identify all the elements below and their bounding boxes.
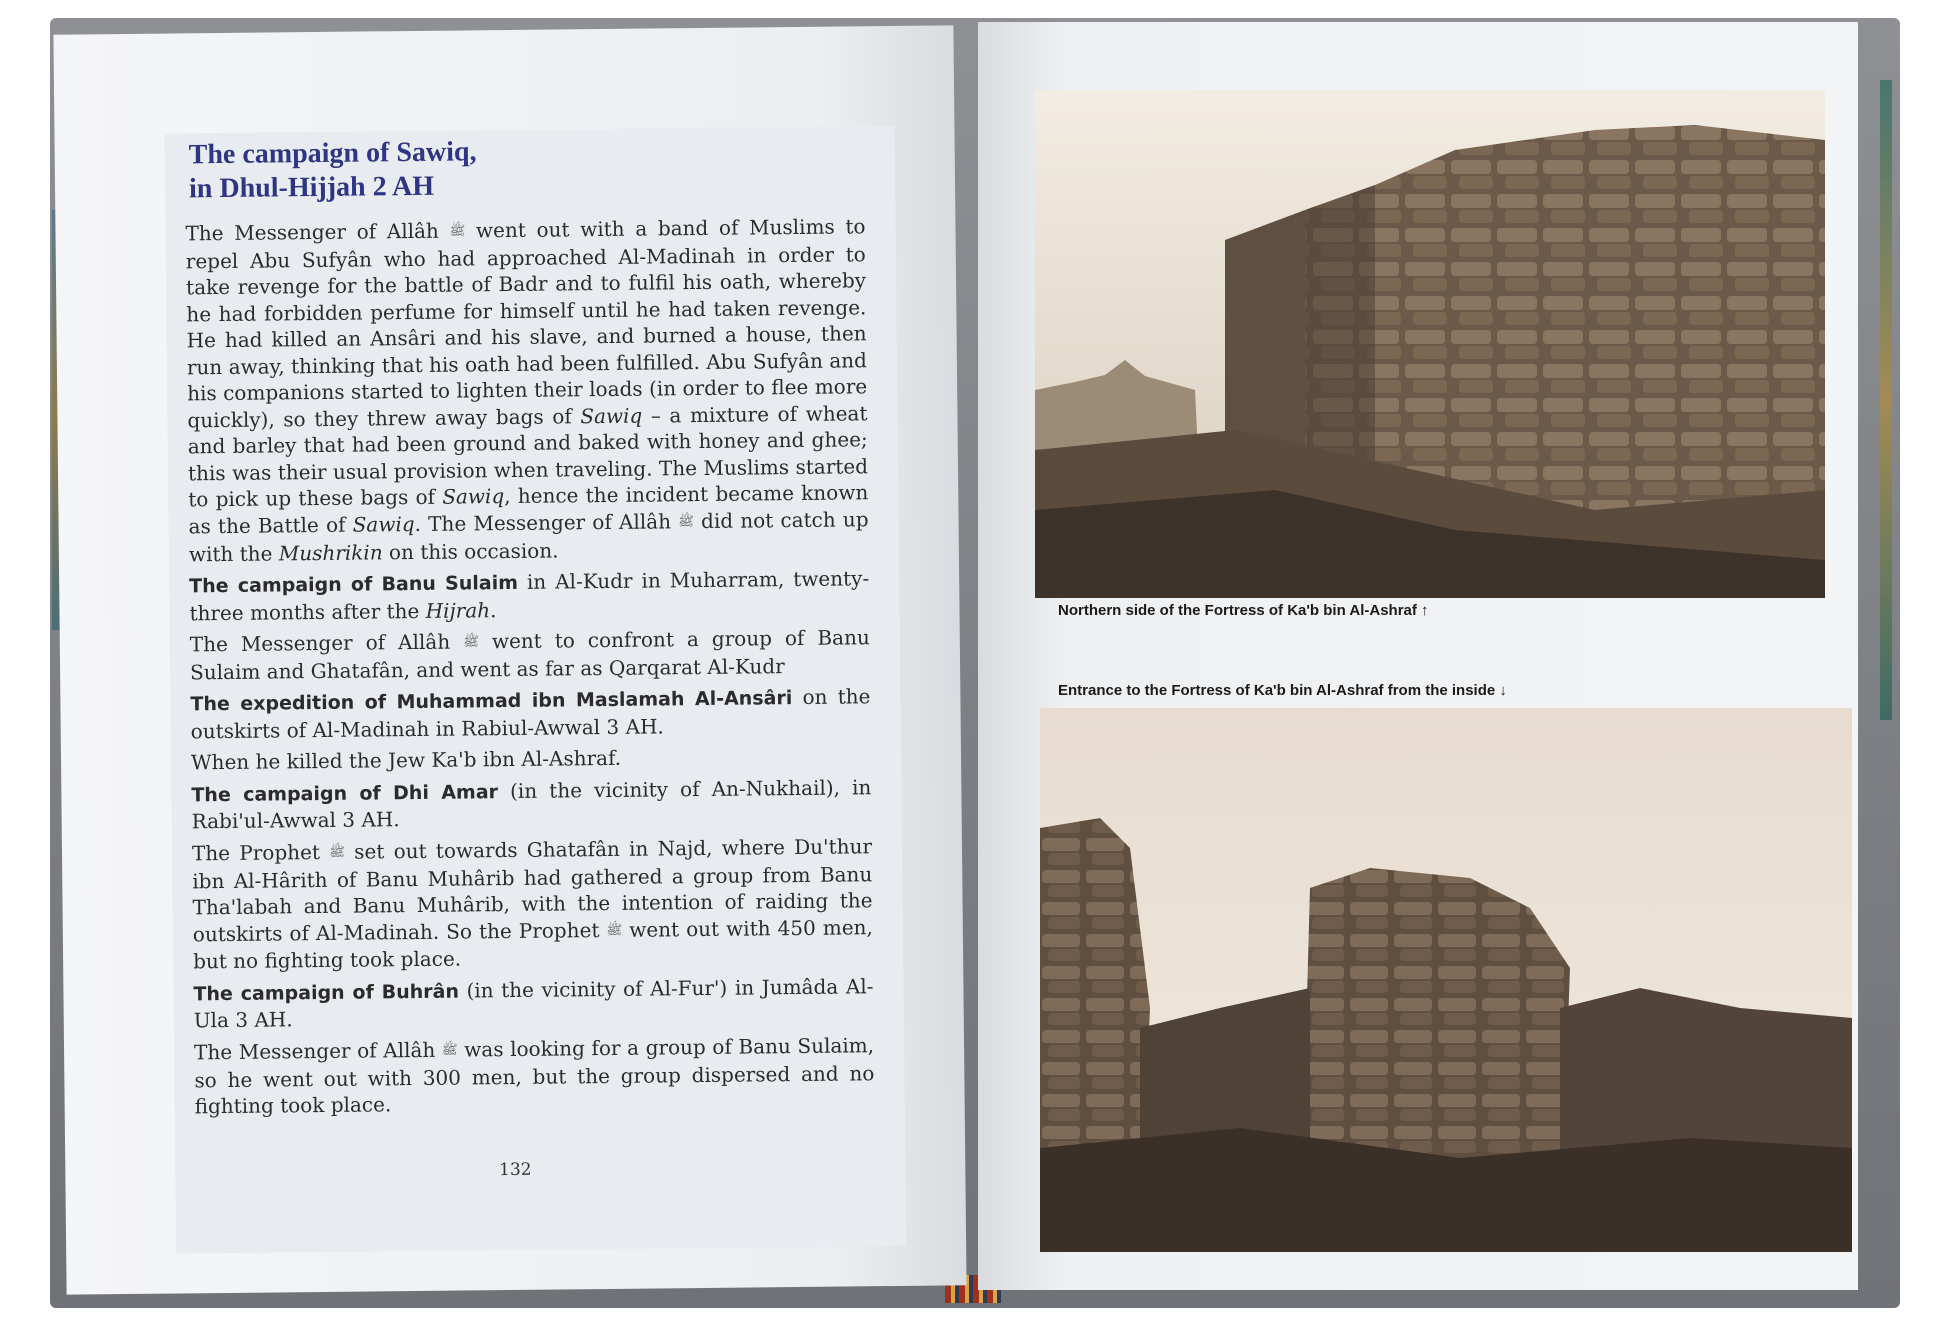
- paragraph-banu-sulaim-body: The Messenger of Allâh ﷺ went to confront a group of Banu Sulaim and Ghatafân, and went as far as Qarqarat Al-Kudr: [189, 625, 870, 685]
- paragraph-maslamah-heading: The expedition of Muhammad ibn Maslamah Al-Ansâri on the outskirts of Al-Madinah in Rabiul-Awwal 3 AH.: [190, 684, 871, 744]
- honorific-symbol: ﷺ: [449, 223, 466, 239]
- honorific-symbol: ﷺ: [441, 1042, 458, 1058]
- chapter-title-line-1: The campaign of Sawiq,: [188, 136, 477, 171]
- chapter-title: [189, 131, 866, 206]
- honorific-symbol: ﷺ: [329, 844, 346, 860]
- paragraph-maslamah-body: When he killed the Jew Ka'b ibn Al-Ashraf.: [190, 746, 622, 775]
- honorific-symbol: ﷺ: [606, 922, 623, 938]
- photo-caption-top: Northern side of the Fortress of Ka'b bin Al-Ashraf ↑: [1058, 602, 1429, 619]
- paragraph-sawiq: The Messenger of Allâh ﷺ went out with a band of Muslims to repel Abu Sufyân who had approached Al-Madinah in order to take revenge for the battle of Badr and to fulfil his oath, whereby he had forbidden perfume for himself until he had taken revenge. He had killed an Ansâri and his slave, and burned a house, then run away, thinking that his oath had been fulfilled. Abu Sufyân and his companions started to lighten their loads (in order to flee more quickly), so they threw away bags of Sawiq – a mixture of wheat and barley that had been ground and baked with honey and ghee; this was their usual provision when traveling. The Muslims started to pick up these bags of Sawiq, hence the incident became known as the Battle of Sawiq. The Messenger of Allâh ﷺ did not catch up with the Mushrikin on this occasion.: [185, 214, 869, 566]
- fortress-entrance-photo: [1040, 708, 1852, 1252]
- paragraph-dhi-amar-body: The Prophet ﷺ set out towards Ghatafân in Najd, where Du'thur ibn Al-Hârith of Banu Muhârib had gathered a group from Banu Tha'labah and Banu Muhârib, with the intention of raiding the outskirts of Al-Madinah. So the Prophet ﷺ went out with 450 men, but no fighting took place.: [191, 833, 873, 974]
- honorific-symbol: ﷺ: [463, 634, 479, 650]
- fortress-north-image: [1035, 90, 1825, 598]
- left-page-content: [185, 131, 875, 1125]
- paragraph-buhran-body: The Messenger of Allâh ﷺ was looking for a group of Banu Sulaim, so he went out with 300 men, but the group dispersed and no fighting took place.: [193, 1032, 875, 1119]
- paragraph-dhi-amar-heading: The campaign of Dhi Amar (in the vicinity of An-Nukhail), in Rabi'ul-Awwal 3 AH.: [191, 774, 872, 834]
- chapter-title-line-2: in Dhul-Hijjah 2 AH: [188, 170, 435, 205]
- paragraph-buhran-heading: The campaign of Buhrân (in the vicinity of Al-Fur') in Jumâda Al-Ula 3 AH.: [193, 973, 874, 1033]
- paragraph-banu-sulaim-heading: The campaign of Banu Sulaim in Al-Kudr in Muharram, twenty-three months after the Hijrah.: [189, 566, 870, 625]
- fortress-entrance-image: [1040, 708, 1852, 1252]
- photo-caption-bottom: Entrance to the Fortress of Ka'b bin Al-Ashraf from the inside ↓: [1058, 682, 1507, 699]
- page-edge-right: [1880, 80, 1892, 720]
- fortress-north-photo: [1035, 90, 1825, 598]
- page-number: 132: [499, 1159, 532, 1181]
- left-page: [53, 25, 966, 1294]
- honorific-symbol: ﷺ: [678, 514, 694, 530]
